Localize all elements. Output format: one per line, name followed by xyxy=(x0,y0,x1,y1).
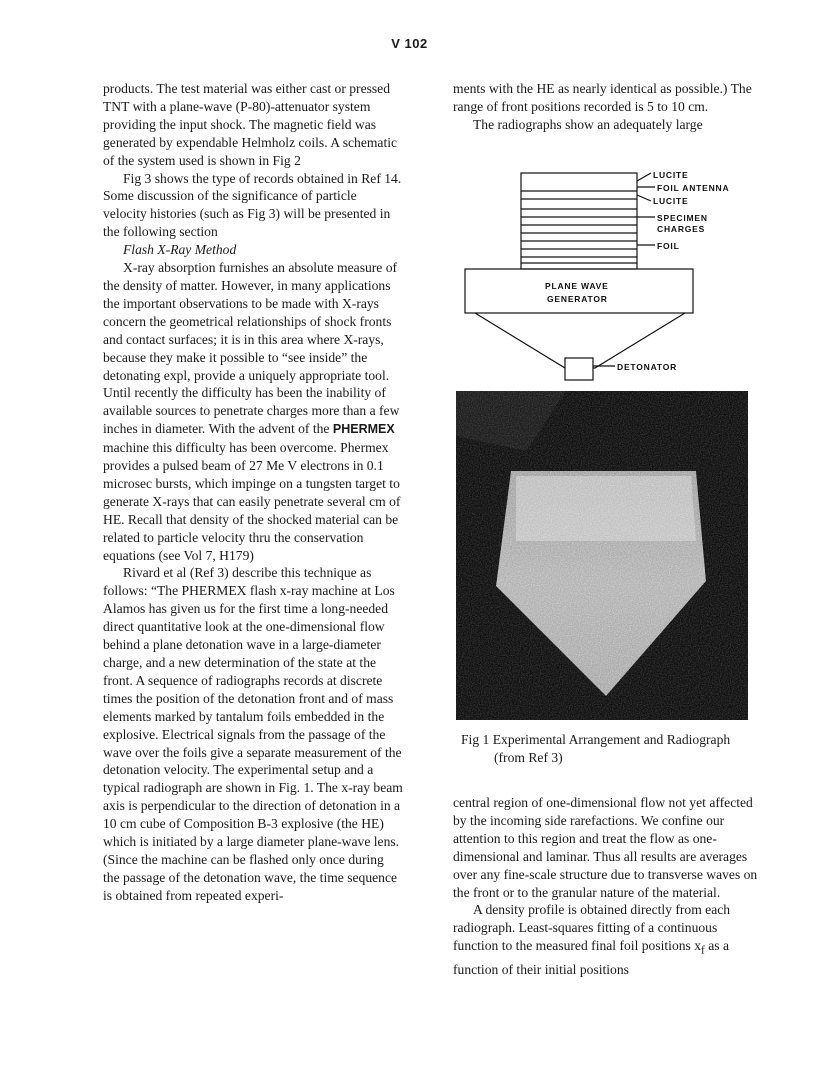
paragraph: products. The test material was either cast or pressed TNT with a plane-wave (P-80)-attenuator system providing the input shock. The magnetic field was generated by expendable Helmholz coils. A schematic of the system used is shown in Fig 2 xyxy=(103,81,398,168)
paragraph: Rivard et al (Ref 3) describe this technique as follows: “The PHERMEX flash x-ray machine at Los Alamos has given us for the first time a long-needed direct quantitative look at the one-dimensional flow behind a plane detonation wave in a large-diameter charge, and a new determination of the state at the front. A sequence of radiographs records at discrete times the position of the detonation front and of mass elements marked by tantalum foils embedded in the explosive. Electrical signals from the passage of the wave over the foils give a separate measurement of the detonation velocity. The experimental setup and a typical radiograph are shown in Fig. 1. The x-ray beam axis is perpendicular to the direction of detonation in a 10 cm cube of Composition B-3 explosive (the HE) which is initiated by a large diameter plane-wave lens. (Since the machine can be flashed only once during the passage of the detonation wave, the time sequence is obtained from repeated experi- xyxy=(103,565,403,903)
left-column xyxy=(103,80,403,905)
paragraph: The radiographs show an adequately large xyxy=(473,116,703,132)
phermex-term: PHERMEX xyxy=(332,422,395,437)
label-foil-antenna: FOIL ANTENNA xyxy=(657,183,730,193)
right-column-top xyxy=(453,80,763,134)
label-plane-wave: PLANE WAVE xyxy=(545,281,609,291)
label-detonator: DETONATOR xyxy=(617,362,678,372)
plane-wave-generator xyxy=(465,269,693,313)
subscript: f xyxy=(701,944,705,957)
paragraph-text: A density profile is obtained directly from each radiograph. Least-squares fitting of a continuous function to the measured final foil positions x xyxy=(453,902,731,954)
diagram-drawing xyxy=(455,165,755,385)
specimen-stack xyxy=(521,173,637,269)
figure-caption xyxy=(461,731,771,767)
label-specimen: SPECIMEN xyxy=(657,213,708,223)
page-number: V 102 xyxy=(391,36,428,51)
paragraph-text: as a function of their initial positions xyxy=(453,938,729,977)
paragraph: central region of one-dimensional flow not yet affected by the incoming side rarefactions. We confine our attention to this region and treat the flow as one-dimensional and laminar. Thus all results are averages over any fine-scale structure due to transverse waves on the front or to the granular nature of the material. xyxy=(453,795,758,900)
caption-line-2: (from Ref 3) xyxy=(494,750,563,765)
paragraph: Fig 3 shows the type of records obtained in Ref 14. Some discussion of the significance of particle velocity histories (such as Fig 3) will be presented in the following section xyxy=(103,170,402,240)
paragraph-text: machine this difficulty has been overcome. Phermex provides a pulsed beam of 27 Me V electrons in 0.1 microsec bursts, which impinge on a tungsten target to generate X-rays that can easily penetrate several cm of HE. Recall that density of the shocked material can be related to particle velocity thru the conservation equations (see Vol 7, H179) xyxy=(103,440,401,563)
paragraph xyxy=(103,259,403,564)
caption-line-1: Fig 1 Experimental Arrangement and Radiograph xyxy=(461,732,731,747)
paragraph: ments with the HE as nearly identical as possible.) The range of front positions recorded is 5 to 10 cm. xyxy=(453,81,752,114)
radiograph-image xyxy=(456,391,748,720)
paragraph-text: X-ray absorption furnishes an absolute measure of the density of matter. However, in many applications the important observations to be made with X-rays concern the geometrical relationships of shock fronts and contact surfaces; it is in this area where X-rays, because they make it possible to “see inside” the detonating expl, provide a uniquely appropriate tool. Until recently the difficulty has been the inability of available sources to penetrate charges more than a few inches in diameter. With the advent of the xyxy=(103,260,400,437)
label-lucite-top: LUCITE xyxy=(653,170,689,180)
label-foil: FOIL xyxy=(657,241,680,251)
right-column-bottom xyxy=(453,794,763,979)
label-charges: CHARGES xyxy=(657,224,706,234)
radiograph-drawing xyxy=(456,391,748,720)
paragraph xyxy=(453,901,763,978)
detonator xyxy=(565,358,593,380)
experimental-arrangement-diagram xyxy=(455,165,755,385)
section-heading: Flash X-Ray Method xyxy=(123,242,237,258)
label-generator: GENERATOR xyxy=(547,294,608,304)
label-lucite-bottom: LUCITE xyxy=(653,196,689,206)
